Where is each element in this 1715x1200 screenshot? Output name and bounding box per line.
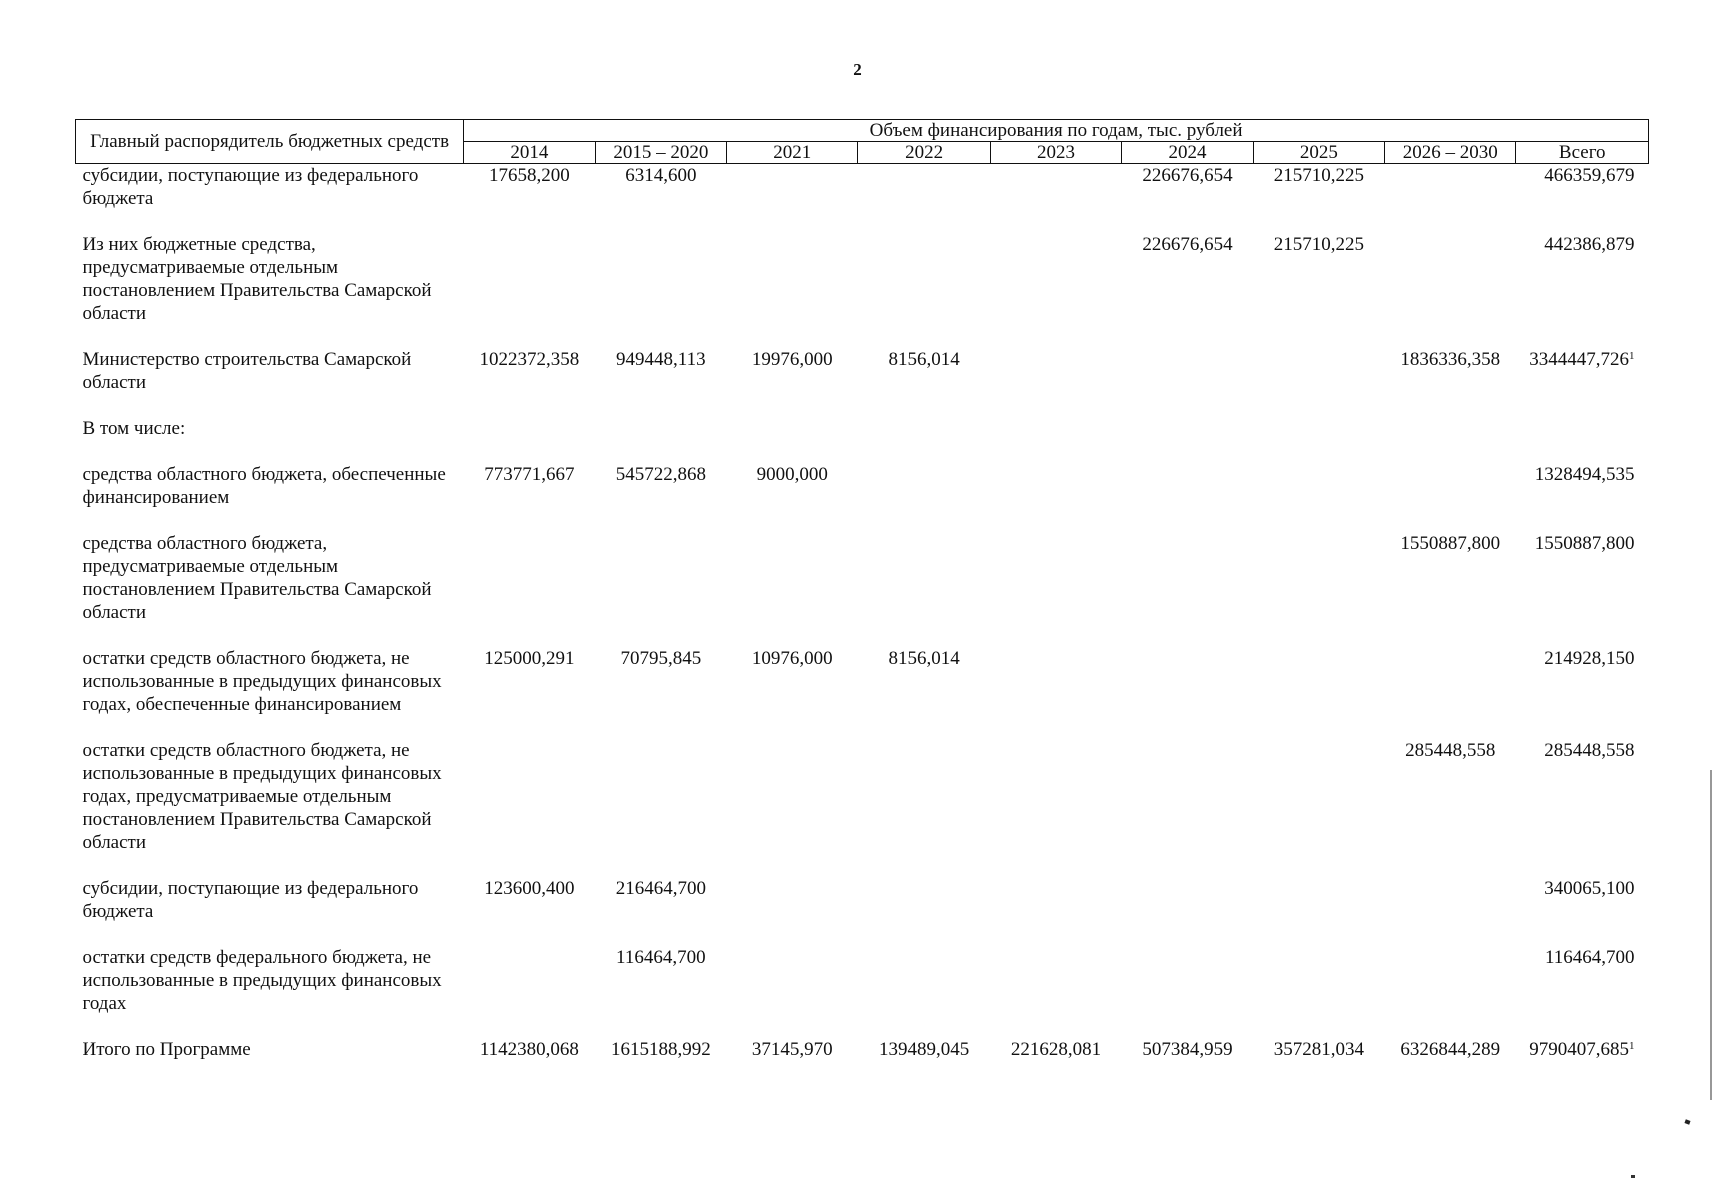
value-cell	[595, 532, 726, 647]
value-cell	[1122, 233, 1253, 348]
table-row	[76, 877, 1649, 946]
cell-value: 9790407,685	[1529, 1039, 1629, 1060]
page-number: 2	[853, 60, 862, 79]
cell-value: 70795,845	[620, 648, 702, 669]
value-cell	[858, 532, 990, 647]
table-row	[76, 647, 1649, 739]
cell-value: 8156,014	[888, 648, 960, 669]
scan-speck	[1684, 1119, 1690, 1124]
row-label: остатки средств областного бюджета, не использованные в предыдущих финансовых годах, предусматриваемые отдельным постановлением Правительства Самарской области	[82, 740, 442, 853]
value-cell	[595, 877, 726, 946]
value-cell	[595, 348, 726, 417]
row-label: В том числе:	[82, 418, 186, 439]
value-cell	[1122, 946, 1253, 1038]
cell-value: 226676,654	[1142, 234, 1233, 255]
total-cell	[1516, 647, 1649, 739]
cell-value: 215710,225	[1273, 165, 1364, 186]
value-cell	[727, 532, 858, 647]
value-cell	[464, 532, 595, 647]
cell-value: 1836336,358	[1400, 349, 1501, 370]
cell-value: 10976,000	[751, 648, 833, 669]
value-cell	[990, 739, 1121, 877]
value-cell	[464, 647, 595, 739]
value-cell	[990, 463, 1121, 532]
value-cell	[1385, 532, 1516, 647]
row-label: Из них бюджетные средства, предусматриваемые отдельным постановлением Правительства Самарской области	[82, 234, 432, 324]
value-cell	[1253, 739, 1384, 877]
value-cell	[595, 1038, 726, 1084]
value-cell	[727, 233, 858, 348]
value-cell	[1253, 532, 1384, 647]
value-cell	[858, 1038, 990, 1084]
table-row	[76, 463, 1649, 532]
value-cell	[595, 647, 726, 739]
value-cell	[1385, 164, 1516, 234]
value-cell	[727, 164, 858, 234]
cell-value: 466359,679	[1544, 165, 1635, 186]
column-header-year: 2021	[727, 142, 858, 164]
value-cell	[1253, 946, 1384, 1038]
cell-value: 442386,879	[1544, 234, 1635, 255]
value-cell	[727, 1038, 858, 1084]
value-cell	[464, 417, 595, 463]
value-cell	[727, 877, 858, 946]
value-cell	[1385, 946, 1516, 1038]
value-cell	[1385, 417, 1516, 463]
value-cell	[858, 164, 990, 234]
table-header	[76, 120, 1649, 164]
value-cell	[1122, 348, 1253, 417]
value-cell	[464, 348, 595, 417]
cell-value: 116464,700	[616, 947, 706, 968]
value-cell	[858, 946, 990, 1038]
cell-value: 285448,558	[1544, 740, 1635, 761]
cell-value: 6326844,289	[1400, 1039, 1501, 1060]
value-cell	[990, 532, 1121, 647]
column-group-header-financing: Объем финансирования по годам, тыс. рублей	[464, 120, 1649, 142]
value-cell	[990, 348, 1121, 417]
cell-value: 8156,014	[888, 349, 960, 370]
scan-edge-artifact	[1710, 770, 1712, 1100]
column-header-year: 2025	[1253, 142, 1384, 164]
value-cell	[595, 164, 726, 234]
table-row	[76, 1038, 1649, 1084]
value-cell	[464, 946, 595, 1038]
cell-value: 357281,034	[1273, 1039, 1364, 1060]
cell-value: 340065,100	[1544, 878, 1635, 899]
scan-speck	[1631, 1175, 1635, 1178]
value-cell	[1385, 877, 1516, 946]
value-cell	[595, 739, 726, 877]
cell-value: 123600,400	[484, 878, 575, 899]
cell-value: 1142380,068	[479, 1039, 579, 1060]
value-cell	[727, 463, 858, 532]
value-cell	[990, 233, 1121, 348]
column-header-year: 2023	[990, 142, 1121, 164]
cell-value: 1550887,800	[1400, 533, 1501, 554]
cell-value: 221628,081	[1010, 1039, 1102, 1060]
footnote-marker: 1	[1629, 350, 1635, 362]
column-header-year: 2022	[858, 142, 990, 164]
value-cell	[1122, 164, 1253, 234]
table-row	[76, 946, 1649, 1038]
cell-value: 773771,667	[484, 464, 575, 485]
cell-value: 19976,000	[751, 349, 833, 370]
value-cell	[1385, 647, 1516, 739]
value-cell	[1385, 1038, 1516, 1084]
cell-value: 226676,654	[1142, 165, 1233, 186]
column-header-year: 2026 – 2030	[1385, 142, 1516, 164]
value-cell	[1253, 164, 1384, 234]
cell-value: 37145,970	[751, 1039, 833, 1060]
value-cell	[595, 233, 726, 348]
value-cell	[727, 348, 858, 417]
value-cell	[1253, 463, 1384, 532]
value-cell	[858, 417, 990, 463]
value-cell	[1385, 233, 1516, 348]
value-cell	[727, 417, 858, 463]
value-cell	[1385, 463, 1516, 532]
table-row	[76, 164, 1649, 234]
total-cell	[1516, 1038, 1649, 1084]
value-cell	[858, 877, 990, 946]
financing-table-container	[75, 119, 1649, 1084]
cell-value: 1550887,800	[1534, 533, 1635, 554]
cell-value: 125000,291	[484, 648, 575, 669]
value-cell	[464, 233, 595, 348]
row-label: субсидии, поступающие из федерального бюджета	[82, 878, 419, 922]
value-cell	[464, 877, 595, 946]
total-cell	[1516, 417, 1649, 463]
total-cell	[1516, 233, 1649, 348]
row-label: средства областного бюджета, обеспеченные финансированием	[82, 464, 446, 508]
value-cell	[1122, 1038, 1253, 1084]
cell-value: 1022372,358	[479, 349, 580, 370]
cell-value: 17658,200	[489, 165, 570, 186]
value-cell	[595, 463, 726, 532]
value-cell	[1122, 739, 1253, 877]
footnote-marker: 1	[1629, 1040, 1635, 1052]
value-cell	[858, 463, 990, 532]
value-cell	[1385, 348, 1516, 417]
row-label: остатки средств федерального бюджета, не использованные в предыдущих финансовых годах	[82, 947, 442, 1014]
cell-value: 3344447,726	[1529, 349, 1629, 370]
value-cell	[990, 647, 1121, 739]
value-cell	[1253, 877, 1384, 946]
value-cell	[464, 1038, 595, 1084]
value-cell	[1385, 739, 1516, 877]
value-cell	[595, 417, 726, 463]
row-label: субсидии, поступающие из федерального бюджета	[82, 165, 419, 209]
value-cell	[990, 877, 1121, 946]
value-cell	[1122, 647, 1253, 739]
value-cell	[464, 463, 595, 532]
value-cell	[1253, 1038, 1384, 1084]
value-cell	[1253, 233, 1384, 348]
cell-value: 215710,225	[1273, 234, 1364, 255]
value-cell	[990, 1038, 1121, 1084]
table-row	[76, 348, 1649, 417]
value-cell	[990, 417, 1121, 463]
cell-value: 1328494,535	[1534, 464, 1635, 485]
column-header-year: 2024	[1122, 142, 1253, 164]
total-cell	[1516, 348, 1649, 417]
total-cell	[1516, 946, 1649, 1038]
value-cell	[727, 946, 858, 1038]
table-row	[76, 233, 1649, 348]
value-cell	[1122, 877, 1253, 946]
row-label: Итого по Программе	[82, 1039, 251, 1060]
value-cell	[1122, 463, 1253, 532]
row-label: средства областного бюджета, предусматриваемые отдельным постановлением Правительства Самарской области	[82, 533, 432, 623]
total-cell	[1516, 463, 1649, 532]
value-cell	[858, 233, 990, 348]
cell-value: 545722,868	[615, 464, 706, 485]
table-body	[76, 164, 1649, 1085]
table-row	[76, 739, 1649, 877]
value-cell	[1253, 647, 1384, 739]
cell-value: 949448,113	[616, 349, 706, 370]
value-cell	[1253, 417, 1384, 463]
table-row	[76, 532, 1649, 647]
value-cell	[990, 946, 1121, 1038]
value-cell	[858, 647, 990, 739]
value-cell	[1253, 348, 1384, 417]
value-cell	[990, 164, 1121, 234]
value-cell	[464, 739, 595, 877]
value-cell	[464, 164, 595, 234]
value-cell	[727, 647, 858, 739]
total-cell	[1516, 739, 1649, 877]
cell-value: 1615188,992	[610, 1039, 711, 1060]
value-cell	[1122, 417, 1253, 463]
value-cell	[1122, 532, 1253, 647]
cell-value: 507384,959	[1142, 1039, 1233, 1060]
cell-value: 139489,045	[879, 1039, 970, 1060]
value-cell	[727, 739, 858, 877]
total-cell	[1516, 532, 1649, 647]
cell-value: 214928,150	[1544, 648, 1635, 669]
row-label: Министерство строительства Самарской области	[82, 349, 412, 393]
cell-value: 216464,700	[615, 878, 706, 899]
value-cell	[595, 946, 726, 1038]
row-label: остатки средств областного бюджета, не использованные в предыдущих финансовых годах, обеспеченные финансированием	[82, 648, 442, 715]
column-header-distributor: Главный распорядитель бюджетных средств	[76, 120, 464, 164]
column-header-total: Всего	[1516, 142, 1649, 164]
value-cell	[858, 348, 990, 417]
column-header-year: 2014	[464, 142, 595, 164]
cell-value: 9000,000	[756, 464, 828, 485]
total-cell	[1516, 164, 1649, 234]
column-header-year: 2015 – 2020	[595, 142, 726, 164]
cell-value: 6314,600	[625, 165, 697, 186]
financing-table	[75, 119, 1649, 1084]
cell-value: 116464,700	[1544, 947, 1635, 968]
table-row	[76, 417, 1649, 463]
total-cell	[1516, 877, 1649, 946]
value-cell	[858, 739, 990, 877]
cell-value: 285448,558	[1405, 740, 1496, 761]
